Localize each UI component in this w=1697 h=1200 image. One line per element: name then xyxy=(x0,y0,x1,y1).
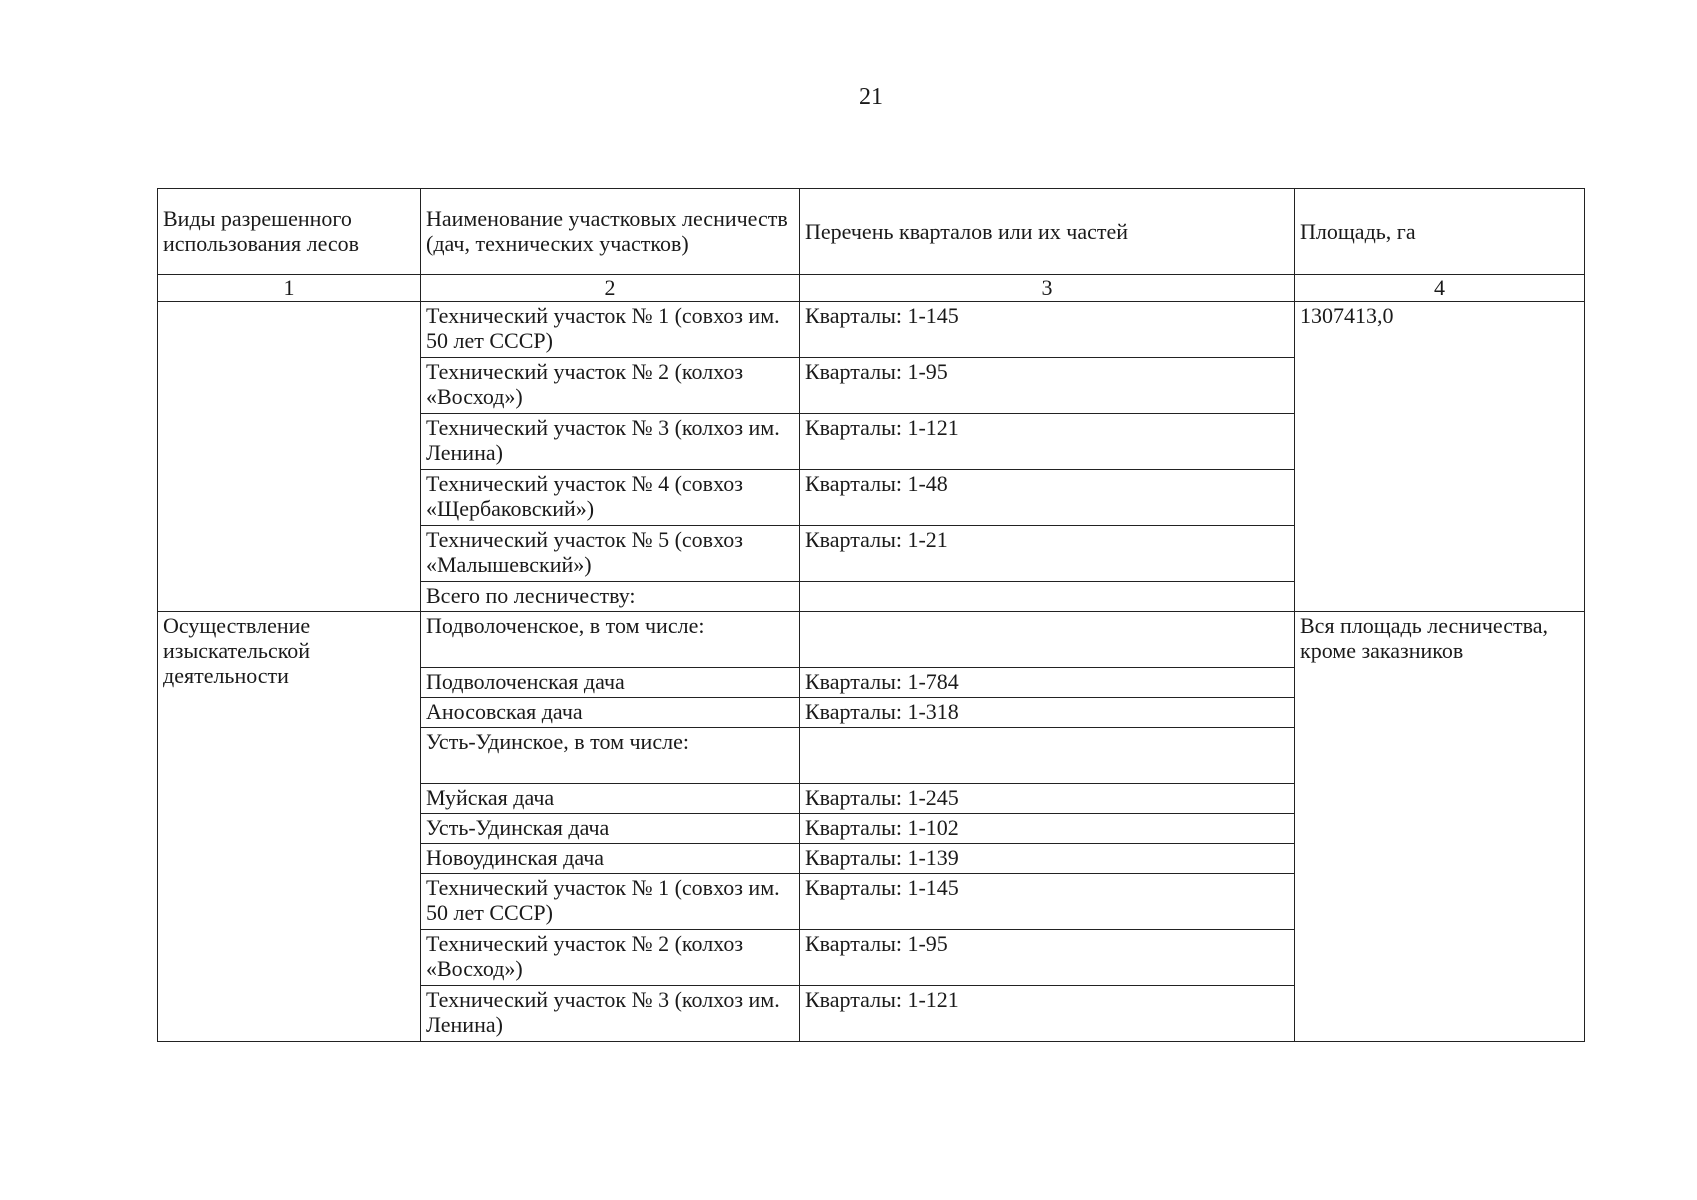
quarters-cell: Кварталы: 1-139 xyxy=(800,844,1295,874)
quarters-cell: Кварталы: 1-784 xyxy=(800,668,1295,698)
table-row xyxy=(158,612,1585,668)
quarters-cell: Кварталы: 1-145 xyxy=(800,302,1295,358)
column-number: 4 xyxy=(1295,275,1585,302)
quarters-cell: Кварталы: 1-145 xyxy=(800,874,1295,930)
forestry-name-cell: Технический участок № 4 (совхоз «Щербаковский») xyxy=(421,470,800,526)
quarters-cell: Кварталы: 1-95 xyxy=(800,930,1295,986)
use-type-cell-empty xyxy=(158,302,421,612)
forestry-name-cell: Технический участок № 2 (колхоз «Восход») xyxy=(421,930,800,986)
quarters-cell: Кварталы: 1-121 xyxy=(800,414,1295,470)
header-area: Площадь, га xyxy=(1295,189,1585,275)
use-type-cell: Осуществление изыскательской деятельности xyxy=(158,612,421,1042)
quarters-cell: Кварталы: 1-318 xyxy=(800,698,1295,728)
quarters-cell: Кварталы: 1-245 xyxy=(800,784,1295,814)
quarters-cell: Кварталы: 1-102 xyxy=(800,814,1295,844)
forestry-name-cell: Новоудинская дача xyxy=(421,844,800,874)
forestry-name-cell: Аносовская дача xyxy=(421,698,800,728)
forestry-name-cell: Технический участок № 3 (колхоз им. Ленина) xyxy=(421,414,800,470)
forestry-name-cell: Технический участок № 2 (колхоз «Восход») xyxy=(421,358,800,414)
page-number: 21 xyxy=(859,84,883,110)
column-number: 1 xyxy=(158,275,421,302)
header-use-type: Виды разрешенного использования лесов xyxy=(158,189,421,275)
header-row xyxy=(158,189,1585,275)
quarters-cell-empty xyxy=(800,582,1295,612)
quarters-cell: Кварталы: 1-121 xyxy=(800,986,1295,1042)
forestry-name-cell: Технический участок № 1 (совхоз им. 50 лет СССР) xyxy=(421,302,800,358)
header-forestry-name: Наименование участковых лесничеств (дач, технических участков) xyxy=(421,189,800,275)
quarters-cell: Кварталы: 1-48 xyxy=(800,470,1295,526)
forestry-name-cell: Подволоченское, в том числе: xyxy=(421,612,800,668)
column-number: 2 xyxy=(421,275,800,302)
forestry-name-cell: Технический участок № 5 (совхоз «Малышевский») xyxy=(421,526,800,582)
quarters-cell xyxy=(800,612,1295,668)
forestry-name-cell: Подволоченская дача xyxy=(421,668,800,698)
forest-use-table xyxy=(157,188,1585,1042)
column-number-row xyxy=(158,275,1585,302)
total-label-cell: Всего по лесничеству: xyxy=(421,582,800,612)
forestry-name-cell: Технический участок № 1 (совхоз им. 50 лет СССР) xyxy=(421,874,800,930)
quarters-cell: Кварталы: 1-21 xyxy=(800,526,1295,582)
header-quarters: Перечень кварталов или их частей xyxy=(800,189,1295,275)
forestry-name-cell: Усть-Удинская дача xyxy=(421,814,800,844)
total-area-cell: 1307413,0 xyxy=(1295,302,1585,612)
quarters-cell xyxy=(800,728,1295,784)
area-cell: Вся площадь лесничества, кроме заказников xyxy=(1295,612,1585,1042)
forestry-name-cell: Технический участок № 3 (колхоз им. Ленина) xyxy=(421,986,800,1042)
column-number: 3 xyxy=(800,275,1295,302)
quarters-cell: Кварталы: 1-95 xyxy=(800,358,1295,414)
forestry-name-cell: Муйская дача xyxy=(421,784,800,814)
forestry-name-cell: Усть-Удинское, в том числе: xyxy=(421,728,800,784)
table-row xyxy=(158,302,1585,358)
